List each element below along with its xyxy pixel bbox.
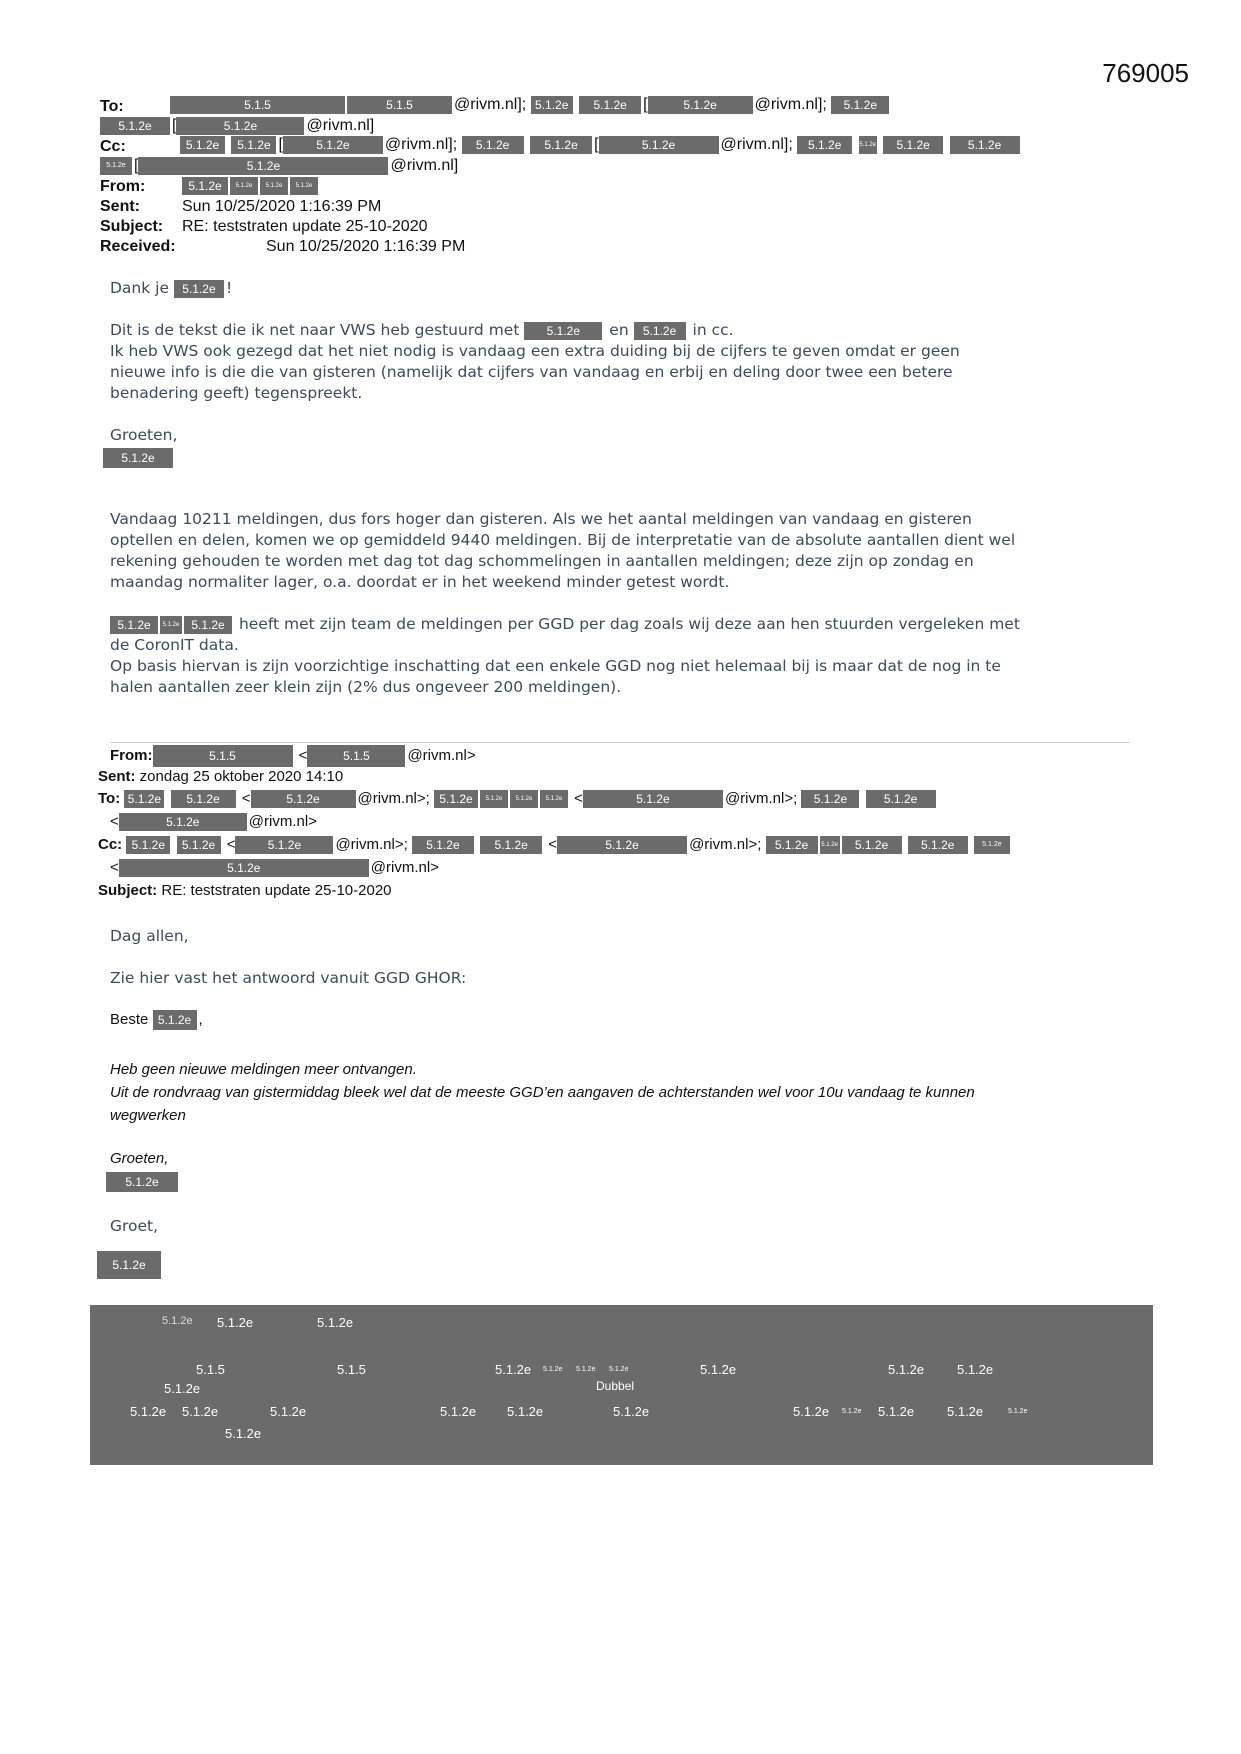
m2-subject-label: Subject: — [98, 882, 158, 899]
redaction-box: 5.1.2e — [110, 616, 158, 634]
email-domain: @rivm.nl>; — [724, 790, 798, 807]
m2-sent-value: zondag 25 oktober 2020 14:10 — [139, 768, 344, 785]
m2-to-row — [98, 790, 938, 808]
footer-redaction-label: 5.1.2e — [609, 1366, 629, 1373]
redaction-box: 5.1.2e — [797, 136, 852, 154]
footer-redaction-label: 5.1.2e — [1008, 1408, 1028, 1415]
to-label: To: — [100, 98, 124, 115]
angle-bracket: < — [298, 746, 308, 764]
redaction-box: 5.1.2e — [103, 448, 173, 468]
angle-bracket: < — [574, 790, 583, 807]
email-domain: @rivm.nl]; — [454, 96, 527, 114]
para-line: maandag normaliter lager, o.a. doordat er in het weekend minder getest wordt. — [110, 573, 730, 591]
para-text: in cc. — [692, 321, 734, 339]
redaction-box: 5.1.2e — [260, 177, 288, 195]
m2-sent-row — [98, 768, 343, 785]
footer-redaction-label: 5.1.2e — [576, 1366, 596, 1373]
footer-redaction-label: 5.1.2e — [543, 1366, 563, 1373]
footer-redaction-label: 5.1.2e — [217, 1315, 254, 1330]
footer-redaction-label: 5.1.2e — [440, 1404, 477, 1419]
footer-redaction-label: 5.1.5 — [196, 1362, 225, 1377]
redaction-box: 5.1.5 — [347, 96, 452, 114]
m2-quoted-signature — [106, 1172, 180, 1192]
from-value — [182, 177, 320, 195]
from-row — [100, 178, 145, 196]
redaction-box: 5.1.2e — [540, 790, 568, 808]
email-domain: @rivm.nl] — [306, 117, 375, 135]
para-line: Op basis hiervan is zijn voorzichtige inschatting dat een enkele GGD nog niet helemaal bij is maar dat de nog in te — [110, 657, 1001, 675]
m2-line1: Zie hier vast het antwoord vanuit GGD GHOR: — [110, 969, 467, 987]
redaction-box: 5.1.2e — [177, 836, 221, 854]
email-domain: @rivm.nl]; — [384, 136, 458, 154]
para-line: de CoronIT data. — [110, 636, 239, 654]
bracket: [ — [134, 157, 139, 175]
received-label: Received: — [100, 238, 176, 255]
redaction-box: 5.1.2e — [801, 790, 859, 808]
message1-para1 — [110, 320, 960, 404]
m2-sent-label: Sent: — [98, 768, 136, 785]
m2-to-label: To: — [98, 790, 121, 807]
para-line: optellen en delen, komen we op gemiddeld 9440 meldingen. Bij de interpretatie van de absolute aantallen dient wel — [110, 531, 1016, 549]
footer-redaction-label: 5.1.2e — [225, 1426, 262, 1441]
email-domain: @rivm.nl]; — [754, 96, 827, 114]
redaction-box: 5.1.2e — [231, 136, 276, 154]
email-domain: @rivm.nl>; — [689, 836, 762, 853]
bracket: [ — [643, 96, 648, 114]
received-value: Sun 10/25/2020 1:16:39 PM — [266, 238, 466, 255]
redaction-box: 5.1.2e — [866, 790, 936, 808]
m2-to-row-2 — [110, 813, 317, 831]
angle-bracket: < — [110, 859, 119, 876]
email-domain: @rivm.nl> — [370, 859, 439, 876]
sent-row — [100, 198, 140, 216]
redaction-box: 5.1.5 — [153, 745, 293, 767]
beste-text: Beste — [110, 1010, 149, 1028]
cc-label: Cc: — [100, 138, 126, 155]
para-text: en — [609, 321, 629, 339]
m2-closing: Groet, — [110, 1217, 159, 1235]
redaction-box: 5.1.2e — [176, 117, 304, 135]
redaction-box: 5.1.2e — [126, 836, 170, 854]
redaction-box: 5.1.2e — [138, 157, 388, 175]
redaction-box: 5.1.2e — [579, 96, 641, 114]
footer-redaction-label: 5.1.2e — [317, 1315, 354, 1330]
redaction-box: 5.1.2e — [974, 836, 1010, 854]
redaction-box: 5.1.2e — [100, 117, 170, 135]
redaction-box: 5.1.2e — [599, 136, 719, 154]
redaction-box: 5.1.2e — [583, 790, 723, 808]
footer-redaction-label: 5.1.2e — [842, 1408, 862, 1415]
redaction-box: 5.1.2e — [510, 790, 538, 808]
subject-label: Subject: — [100, 218, 164, 235]
angle-bracket: < — [226, 836, 236, 853]
footer-redaction-label: 5.1.2e — [613, 1404, 650, 1419]
redaction-box: 5.1.2e — [480, 790, 508, 808]
m2-subject-value: RE: teststraten update 25-10-2020 — [161, 882, 392, 899]
redaction-box: 5.1.2e — [648, 96, 753, 114]
para-text: heeft met zijn team de meldingen per GGD per dag zoals wij deze aan hen stuurden vergeleken met — [238, 615, 1020, 633]
email-domain: @rivm.nl>; — [357, 790, 430, 807]
bracket: [ — [278, 136, 283, 154]
greeting-punct: ! — [225, 279, 233, 297]
message-divider — [110, 742, 1130, 743]
angle-bracket: < — [110, 813, 119, 830]
footer-redaction-label: 5.1.5 — [337, 1362, 366, 1377]
to-row-1 — [100, 98, 124, 116]
m2-greeting: Dag allen, — [110, 927, 189, 945]
bracket: [ — [172, 117, 177, 135]
email-domain: @rivm.nl>; — [335, 836, 408, 853]
footer-redaction-label: 5.1.2e — [130, 1404, 167, 1419]
footer-redaction-label: 5.1.2e — [878, 1404, 915, 1419]
email-domain: @rivm.nl] — [390, 157, 459, 175]
para-line: halen aantallen zeer klein zijn (2% dus ongeveer 200 meldingen). — [110, 678, 622, 696]
quoted-line: wegwerken — [110, 1107, 186, 1124]
para-line: Vandaag 10211 meldingen, dus fors hoger dan gisteren. Als we het aantal meldingen van vandaag en gisteren — [110, 510, 972, 528]
redaction-box: 5.1.2e — [283, 136, 383, 154]
m2-cc-label: Cc: — [98, 836, 123, 853]
m2-cc-row-2 — [110, 859, 439, 877]
subject-value: RE: teststraten update 25-10-2020 — [182, 218, 428, 235]
redaction-box: 5.1.2e — [480, 836, 542, 854]
redaction-box: 5.1.2e — [290, 177, 318, 195]
signature-redaction — [103, 448, 175, 468]
m2-quoted-closing: Groeten, — [110, 1150, 169, 1167]
redaction-box: 5.1.2e — [530, 136, 592, 154]
greeting-line — [110, 278, 232, 299]
redaction-box: 5.1.2e — [524, 322, 602, 340]
redaction-box: 5.1.5 — [307, 745, 405, 767]
redaction-box: 5.1.2e — [100, 157, 132, 175]
para-text: Dit is de tekst die ik net naar VWS heb gestuurd met — [110, 321, 520, 339]
redaction-box: 5.1.2e — [820, 836, 840, 854]
m2-signature — [97, 1251, 163, 1279]
redaction-box: 5.1.2e — [97, 1251, 161, 1279]
redaction-box: 5.1.2e — [531, 96, 573, 114]
redaction-box: 5.1.2e — [251, 790, 356, 808]
redaction-box: 5.1.2e — [230, 177, 258, 195]
redaction-box: 5.1.2e — [182, 177, 228, 195]
email-domain: @rivm.nl> — [407, 746, 476, 764]
closing-groeten: Groeten, — [110, 426, 178, 444]
email-domain: @rivm.nl]; — [720, 136, 793, 154]
redaction-box: 5.1.2e — [434, 790, 478, 808]
redaction-box: 5.1.2e — [908, 836, 968, 854]
redaction-box: 5.1.2e — [634, 322, 686, 340]
quoted-line: Heb geen nieuwe meldingen meer ontvangen. — [110, 1061, 417, 1078]
from-label: From: — [100, 178, 146, 195]
to-recipients-1 — [170, 96, 891, 114]
footer-redaction-label: 5.1.2e — [164, 1381, 201, 1396]
redaction-box: 5.1.2e — [106, 1172, 178, 1192]
document-number: 769005 — [1102, 58, 1189, 88]
message1-para2 — [110, 509, 1015, 593]
m2-from-label: From: — [110, 746, 153, 764]
m2-subject-row — [98, 882, 392, 899]
footer-redaction-label: 5.1.2e — [182, 1404, 219, 1419]
footer-redaction-label: 5.1.2e — [270, 1404, 307, 1419]
m2-cc-row — [98, 836, 1012, 854]
bracket: [ — [594, 136, 599, 154]
redaction-box: 5.1.2e — [859, 136, 877, 154]
to-recipients-2 — [100, 117, 374, 135]
redaction-box: 5.1.2e — [766, 836, 818, 854]
redaction-box: 5.1.2e — [153, 1010, 197, 1030]
beste-punct: , — [198, 1010, 203, 1028]
footer-redaction-label: 5.1.2e — [947, 1404, 984, 1419]
message1-para3 — [110, 614, 1020, 698]
redaction-box: 5.1.2e — [180, 136, 225, 154]
para-line: benadering geeft) tegenspreekt. — [110, 384, 363, 402]
redaction-box: 5.1.2e — [950, 136, 1020, 154]
cc-row-1 — [100, 138, 126, 156]
footer-dubbel-text: Dubbel — [596, 1379, 635, 1393]
redaction-box: 5.1.5 — [170, 96, 345, 114]
para-line: rekening gehouden te worden met dag tot dag schommelingen in aantallen meldingen; deze zijn op zondag en — [110, 552, 974, 570]
redaction-box: 5.1.2e — [462, 136, 524, 154]
angle-bracket: < — [548, 836, 558, 853]
cc-recipients-2 — [100, 157, 458, 175]
redaction-box: 5.1.2e — [119, 813, 247, 831]
para-line: nieuwe info is die die van gisteren (namelijk dat cijfers van vandaag en erbij en deling door twee een betere — [110, 363, 953, 381]
redaction-box: 5.1.2e — [119, 859, 369, 877]
sent-label: Sent: — [100, 198, 140, 215]
redaction-box: 5.1.2e — [557, 836, 687, 854]
footer-redaction-label: 5.1.2e — [495, 1362, 532, 1377]
footer-redaction-label: 5.1.2e — [888, 1362, 925, 1377]
footer-redaction-label: 5.1.2e — [957, 1362, 994, 1377]
para-line: Ik heb VWS ook gezegd dat het niet nodig is vandaag een extra duiding bij de cijfers te geven omdat er geen — [110, 342, 960, 360]
sent-value: Sun 10/25/2020 1:16:39 PM — [182, 198, 382, 215]
redaction-box: 5.1.2e — [171, 790, 236, 808]
greeting-text: Dank je — [110, 279, 170, 297]
redaction-box: 5.1.2e — [235, 836, 333, 854]
cc-recipients-1 — [180, 136, 1022, 154]
m2-beste-line — [110, 1010, 203, 1030]
redaction-box: 5.1.2e — [883, 136, 943, 154]
subject-row — [100, 218, 163, 236]
m2-quoted-text — [110, 1058, 975, 1127]
footer-redaction-label: 5.1.2e — [793, 1404, 830, 1419]
email-domain: @rivm.nl> — [248, 813, 317, 830]
quoted-line: Uit de rondvraag van gistermiddag bleek wel dat de meeste GGD’en aangaven de achterstanden wel voor 10u vandaag te kunnen — [110, 1084, 975, 1101]
footer-redaction-label: 5.1.2e — [162, 1315, 193, 1327]
angle-bracket: < — [241, 790, 251, 807]
redaction-box: 5.1.2e — [124, 790, 164, 808]
footer-redaction-label: 5.1.2e — [700, 1362, 737, 1377]
redaction-box: 5.1.2e — [160, 616, 182, 634]
redaction-box: 5.1.2e — [184, 616, 232, 634]
m2-from-row — [110, 745, 476, 767]
footer-redaction-label: 5.1.2e — [507, 1404, 544, 1419]
redaction-box: 5.1.2e — [831, 96, 889, 114]
redaction-box: 5.1.2e — [842, 836, 902, 854]
redaction-box: 5.1.2e — [412, 836, 474, 854]
redaction-box: 5.1.2e — [174, 280, 224, 298]
redacted-footer-block — [90, 1305, 1153, 1465]
received-row — [100, 238, 176, 256]
